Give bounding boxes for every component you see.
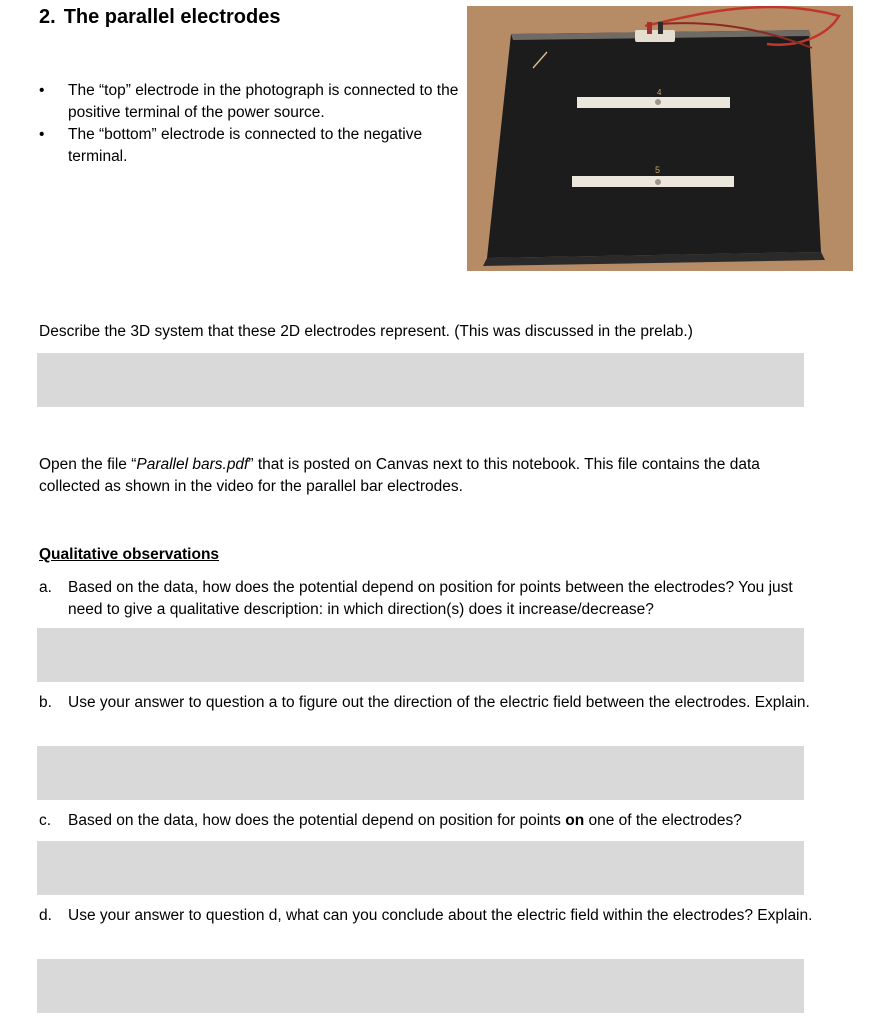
question-a <box>39 577 819 621</box>
bullet-text: The “top” electrode in the photograph is connected to the positive terminal of the power source. <box>68 82 459 121</box>
question-text <box>68 810 819 832</box>
question-text: Use your answer to question d, what can you conclude about the electric field within the electrodes? Explain. <box>68 907 813 924</box>
question-text-after: one of the electrodes? <box>584 812 742 829</box>
top-electrode-label: 4 <box>657 88 662 97</box>
question-label: d. <box>39 907 52 924</box>
bullet-icon: • <box>39 82 45 99</box>
section-title <box>39 4 280 30</box>
question-text-before: Based on the data, how does the potential depend on position for points <box>68 812 566 829</box>
bottom-electrode-label: 5 <box>655 165 661 175</box>
terminal-block <box>635 30 675 42</box>
open-file-after: ” that is posted on Canvas next to this notebook. This file contains the data collected as shown in the video for the parallel bar electrodes. <box>39 456 760 495</box>
answer-box-d[interactable] <box>37 959 804 1013</box>
open-file-before: Open the file “ <box>39 456 137 473</box>
bottom-electrode-connector <box>655 179 661 185</box>
section-number: 2. <box>39 6 56 28</box>
list-item <box>39 80 459 124</box>
top-electrode-connector <box>655 99 661 105</box>
bullet-icon: • <box>39 126 45 143</box>
bullet-text: The “bottom” electrode is connected to the negative terminal. <box>68 126 423 165</box>
qualitative-heading: Qualitative observations <box>39 546 220 563</box>
describe-prompt: Describe the 3D system that these 2D electrodes represent. (This was discussed in the prelab.) <box>39 323 693 340</box>
question-c <box>39 810 819 832</box>
terminal-plug <box>647 22 652 34</box>
electrode-connection-list <box>39 80 459 168</box>
open-file-instructions <box>39 454 819 498</box>
question-text-emphasis: on <box>565 812 585 829</box>
terminal-plug <box>658 22 663 34</box>
section-title-text: The parallel electrodes <box>63 6 281 28</box>
file-name: Parallel bars.pdf <box>136 456 249 473</box>
question-label: b. <box>39 694 52 711</box>
question-label: c. <box>39 812 52 829</box>
question-d <box>39 905 819 927</box>
describe-answer-box[interactable] <box>37 353 804 407</box>
electrode-photo <box>467 6 853 271</box>
question-label: a. <box>39 579 52 596</box>
question-text: Use your answer to question a to figure out the direction of the electric field between the electrodes. Explain. <box>68 694 810 711</box>
answer-box-c[interactable] <box>37 841 804 895</box>
answer-box-a[interactable] <box>37 628 804 682</box>
top-electrode <box>577 97 730 108</box>
question-b <box>39 692 819 714</box>
answer-box-b[interactable] <box>37 746 804 800</box>
question-text: Based on the data, how does the potential depend on position for points between the electrodes? You just need to give a qualitative description: in which direction(s) does it increase/decrease? <box>68 579 793 618</box>
list-item <box>39 124 459 168</box>
bottom-electrode <box>572 176 734 187</box>
